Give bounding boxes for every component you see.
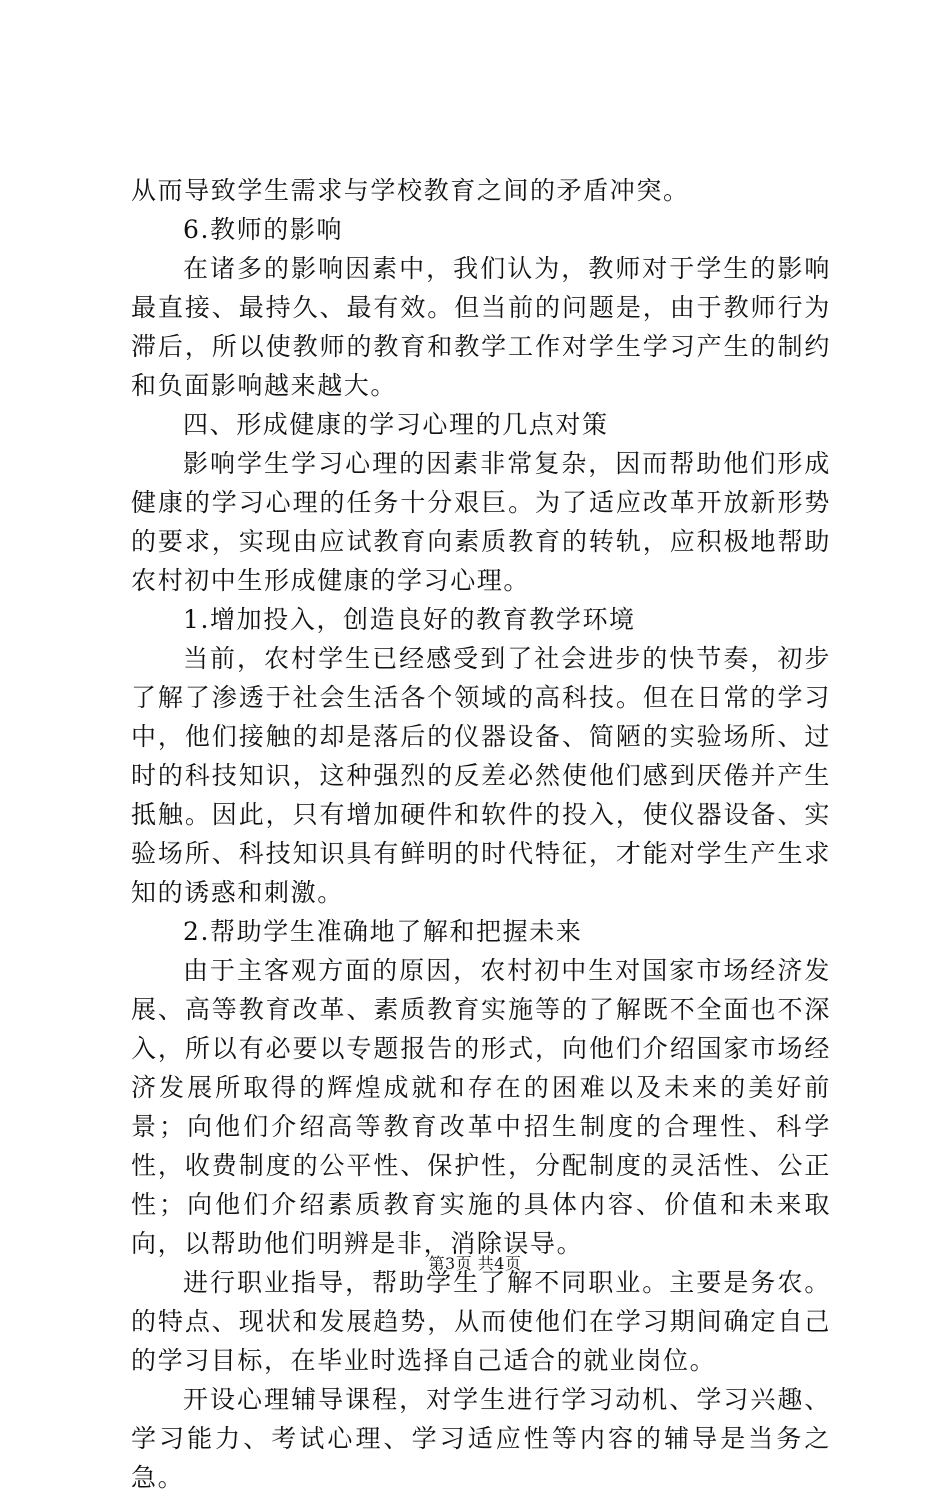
document-body — [131, 171, 831, 1497]
page-number-footer: 第3页 共4页 — [428, 1254, 522, 1273]
subheading-understand-future: 2.帮助学生准确地了解和把握未来 — [183, 917, 583, 946]
paragraph-continuation: 从而导致学生需求与学校教育之间的矛盾冲突。 — [131, 176, 690, 205]
paragraph-teacher-influence: 在诸多的影响因素中，我们认为，教师对于学生的影响最直接、最持久、最有效。但当前的问题是，由于教师行为滞后，所以使教师的教育和教学工作对学生学习产生的制约和负面影响越来越大。 — [131, 254, 831, 400]
section-heading-countermeasures: 四、形成健康的学习心理的几点对策 — [183, 410, 609, 439]
paragraph-countermeasures-intro: 影响学生学习心理的因素非常复杂，因而帮助他们形成健康的学习心理的任务十分艰巨。为了适应改革开放新形势的要求，实现由应试教育向素质教育的转轨，应积极地帮助农村初中生形成健康的学习心理。 — [131, 449, 831, 595]
paragraph-career-guidance: 进行职业指导，帮助学生了解不同职业。主要是务农。的特点、现状和发展趋势，从而使他们在学习期间确定自己的学习目标，在毕业时选择自己适合的就业岗位。 — [131, 1268, 831, 1375]
paragraph-understand-future: 由于主客观方面的原因，农村初中生对国家市场经济发展、高等教育改革、素质教育实施等的了解既不全面也不深入，所以有必要以专题报告的形式，向他们介绍国家市场经济发展所取得的辉煌成就和存在的困难以及未来的美好前景；向他们介绍高等教育改革中招生制度的合理性、科学性，收费制度的公平性、保护性，分配制度的灵活性、公正性；向他们介绍素质教育实施的具体内容、价值和未来取向，以帮助他们明辨是非，消除误导。 — [131, 956, 831, 1258]
paragraph-increase-investment: 当前，农村学生已经感受到了社会进步的快节奏，初步了解了渗透于社会生活各个领域的高科技。但在日常的学习中，他们接触的却是落后的仪器设备、简陋的实验场所、过时的科技知识，这种强烈的反差必然使他们感到厌倦并产生抵触。因此，只有增加硬件和软件的投入，使仪器设备、实验场所、科技知识具有鲜明的时代特征，才能对学生产生求知的诱惑和刺激。 — [131, 644, 831, 907]
subheading-teacher-influence: 6.教师的影响 — [183, 215, 344, 244]
subheading-increase-investment: 1.增加投入，创造良好的教育教学环境 — [183, 605, 636, 634]
paragraph-psychological-counseling: 开设心理辅导课程，对学生进行学习动机、学习兴趣、学习能力、考试心理、学习适应性等内容的辅导是当务之急。 — [131, 1385, 831, 1492]
